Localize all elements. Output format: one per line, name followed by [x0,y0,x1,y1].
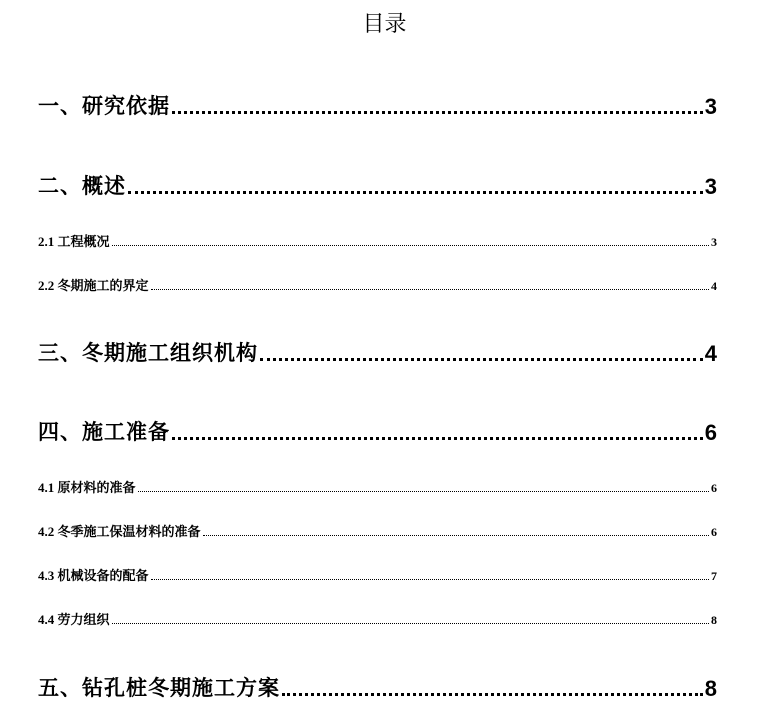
toc-entry-text: 4.1 原材料的准备 [38,480,136,495]
toc-entry-text: 4.2 冬季施工保温材料的准备 [38,524,201,539]
toc-entry-preparation[interactable] [38,416,717,446]
toc-entry-text: 4.4 劳力组织 [38,612,110,627]
toc-dot-leader [151,579,709,580]
toc-dot-leader [260,358,703,361]
toc-dot-leader [112,245,709,246]
toc-entry-text: 二、概述 [38,174,126,198]
toc-entry-organization[interactable] [38,337,717,367]
toc-dot-leader [138,491,709,492]
toc-entry-raw-materials[interactable] [38,478,717,496]
toc-entry-project-overview[interactable] [38,232,717,250]
toc-page-number: 3 [711,235,717,249]
toc-dot-leader [172,437,703,440]
toc-dot-leader [172,111,703,114]
toc-page-number: 4 [711,279,717,293]
toc-entry-text: 一、研究依据 [38,94,170,118]
toc-page-number: 6 [711,481,717,495]
toc-entry-research-basis[interactable] [38,90,717,120]
toc-dot-leader [112,623,709,624]
toc-entry-text: 2.2 冬期施工的界定 [38,278,149,293]
toc-page-number: 8 [704,676,717,701]
toc-entry-overview[interactable] [38,170,717,200]
page-title: 目录 [362,12,407,37]
toc-page-number: 3 [704,94,717,119]
toc-entry-text: 三、冬期施工组织机构 [38,341,258,365]
toc-entry-labor[interactable] [38,610,717,628]
toc-entry-text: 4.3 机械设备的配备 [38,568,149,583]
toc-dot-leader [151,289,709,290]
toc-entry-text: 2.1 工程概况 [38,234,110,249]
toc-entry-insulation-materials[interactable] [38,522,717,540]
toc-page-number: 7 [711,569,717,583]
toc-page-number: 3 [704,174,717,199]
toc-entry-text: 五、钻孔桩冬期施工方案 [38,676,280,700]
toc-entry-machinery[interactable] [38,566,717,584]
toc-dot-leader [128,191,703,194]
toc-dot-leader [282,693,703,696]
toc-entry-winter-definition[interactable] [38,276,717,294]
toc-page-number: 4 [704,341,717,366]
toc-entry-pile-plan[interactable] [38,672,717,702]
toc-page-number: 6 [704,420,717,445]
toc-dot-leader [203,535,709,536]
toc-page-number: 8 [711,613,717,627]
toc-page-number: 6 [711,525,717,539]
toc-entry-text: 四、施工准备 [38,420,170,444]
